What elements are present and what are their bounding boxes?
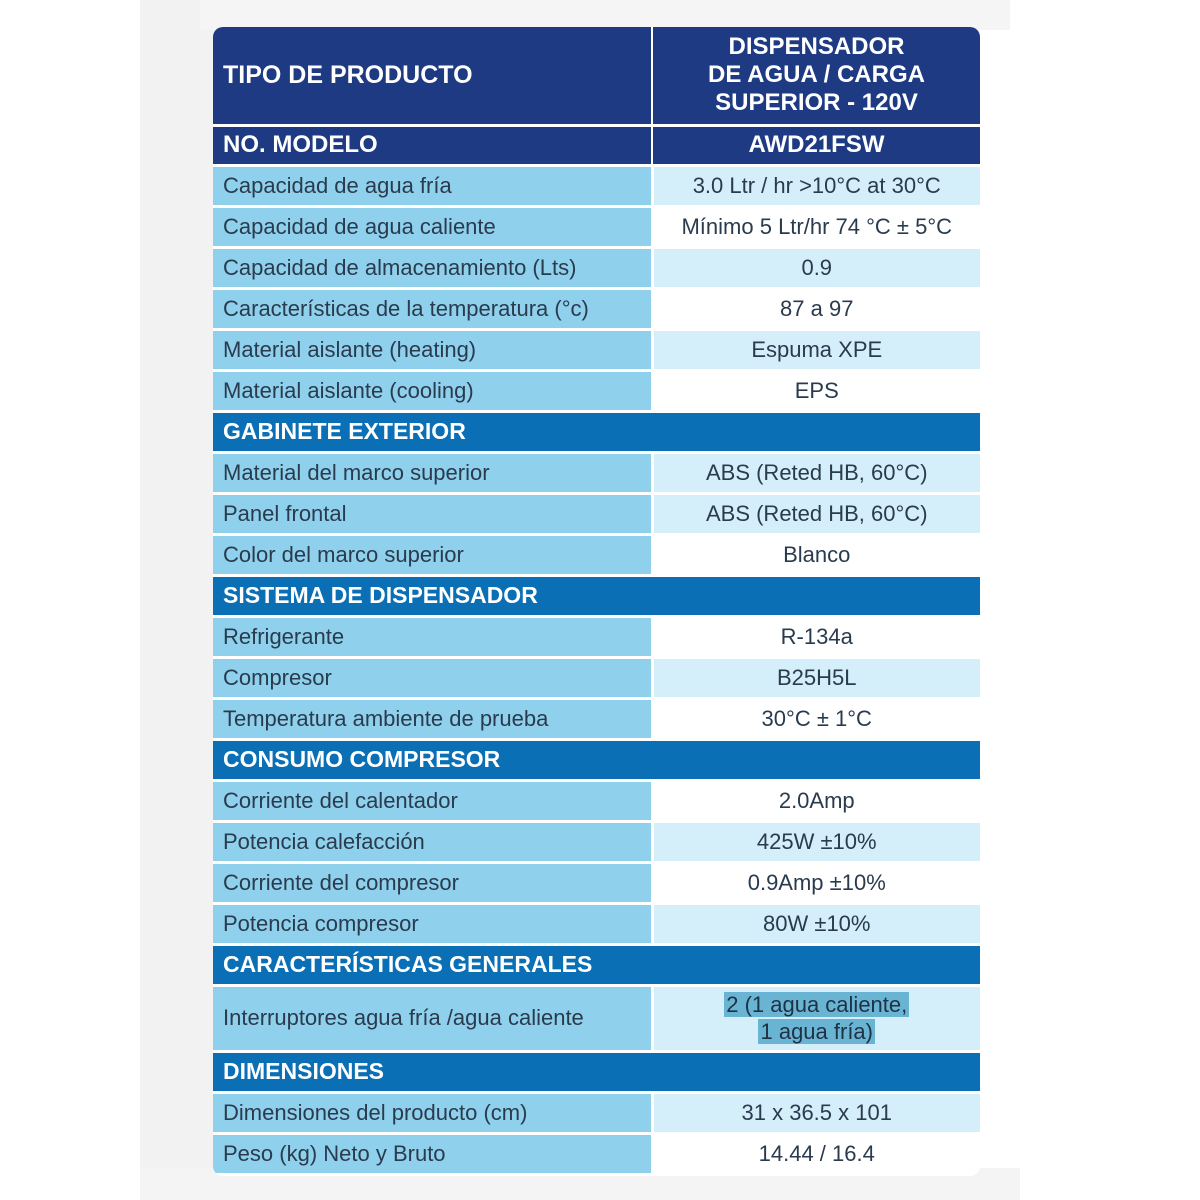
header-row-product-type (213, 27, 980, 125)
section-header-generales (213, 944, 980, 985)
header-row-model (213, 125, 980, 165)
row-label: Temperatura ambiente de prueba (213, 698, 652, 739)
row-label: Corriente del calentador (213, 780, 652, 821)
section-title: GABINETE EXTERIOR (213, 411, 980, 452)
table-row (213, 698, 980, 739)
row-label: Potencia calefacción (213, 821, 652, 862)
row-value (652, 985, 980, 1051)
table-row (213, 329, 980, 370)
section-title: DIMENSIONES (213, 1051, 980, 1092)
row-value: Mínimo 5 Ltr/hr 74 °C ± 5°C (652, 206, 980, 247)
section-title: CARACTERÍSTICAS GENERALES (213, 944, 980, 985)
table-row (213, 165, 980, 206)
row-label: Material del marco superior (213, 452, 652, 493)
row-value: 2.0Amp (652, 780, 980, 821)
product-type-label: TIPO DE PRODUCTO (213, 27, 652, 125)
row-value: 31 x 36.5 x 101 (652, 1092, 980, 1133)
row-label: Capacidad de agua fría (213, 165, 652, 206)
row-label: Material aislante (heating) (213, 329, 652, 370)
row-value: R-134a (652, 616, 980, 657)
table-row (213, 370, 980, 411)
row-value-line-1: 2 (1 agua caliente, (726, 992, 908, 1017)
row-value: B25H5L (652, 657, 980, 698)
table-row (213, 288, 980, 329)
table-row (213, 452, 980, 493)
table-row (213, 616, 980, 657)
section-header-consumo (213, 739, 980, 780)
row-label: Corriente del compresor (213, 862, 652, 903)
row-value: Blanco (652, 534, 980, 575)
section-title: CONSUMO COMPRESOR (213, 739, 980, 780)
product-type-value (652, 27, 980, 125)
row-value: 425W ±10% (652, 821, 980, 862)
table-row (213, 862, 980, 903)
table-row (213, 1133, 980, 1174)
section-header-dimensiones (213, 1051, 980, 1092)
row-label: Peso (kg) Neto y Bruto (213, 1133, 652, 1174)
section-title: SISTEMA DE DISPENSADOR (213, 575, 980, 616)
row-label: Panel frontal (213, 493, 652, 534)
row-value: ABS (Reted HB, 60°C) (652, 452, 980, 493)
section-header-sistema (213, 575, 980, 616)
product-type-line-1: DISPENSADOR (728, 33, 905, 61)
spec-table (213, 27, 980, 1176)
row-label: Color del marco superior (213, 534, 652, 575)
table-row (213, 903, 980, 944)
background-top (200, 0, 1010, 30)
model-value: AWD21FSW (652, 125, 980, 165)
row-label: Características de la temperatura (°c) (213, 288, 652, 329)
row-value: ABS (Reted HB, 60°C) (652, 493, 980, 534)
row-value: Espuma XPE (652, 329, 980, 370)
row-label: Material aislante (cooling) (213, 370, 652, 411)
section-header-gabinete (213, 411, 980, 452)
row-label: Compresor (213, 657, 652, 698)
table-row (213, 821, 980, 862)
row-label: Interruptores agua fría /agua caliente (213, 985, 652, 1051)
row-label: Dimensiones del producto (cm) (213, 1092, 652, 1133)
row-value: EPS (652, 370, 980, 411)
row-label: Capacidad de agua caliente (213, 206, 652, 247)
row-value: 87 a 97 (652, 288, 980, 329)
table-row (213, 1092, 980, 1133)
row-label: Potencia compresor (213, 903, 652, 944)
table-row (213, 247, 980, 288)
table-row (213, 206, 980, 247)
table-row (213, 985, 980, 1051)
table-row (213, 534, 980, 575)
table-row (213, 657, 980, 698)
row-label: Capacidad de almacenamiento (Lts) (213, 247, 652, 288)
model-label: NO. MODELO (213, 125, 652, 165)
row-value: 0.9Amp ±10% (652, 862, 980, 903)
table-row (213, 780, 980, 821)
row-value-line-2: 1 agua fría) (760, 1019, 873, 1044)
product-type-line-2: DE AGUA / CARGA (708, 61, 925, 89)
row-value: 30°C ± 1°C (652, 698, 980, 739)
row-value: 3.0 Ltr / hr >10°C at 30°C (652, 165, 980, 206)
row-value: 14.44 / 16.4 (652, 1133, 980, 1174)
row-value: 80W ±10% (652, 903, 980, 944)
row-value: 0.9 (652, 247, 980, 288)
row-label: Refrigerante (213, 616, 652, 657)
product-type-line-3: SUPERIOR - 120V (715, 89, 918, 117)
table-row (213, 493, 980, 534)
